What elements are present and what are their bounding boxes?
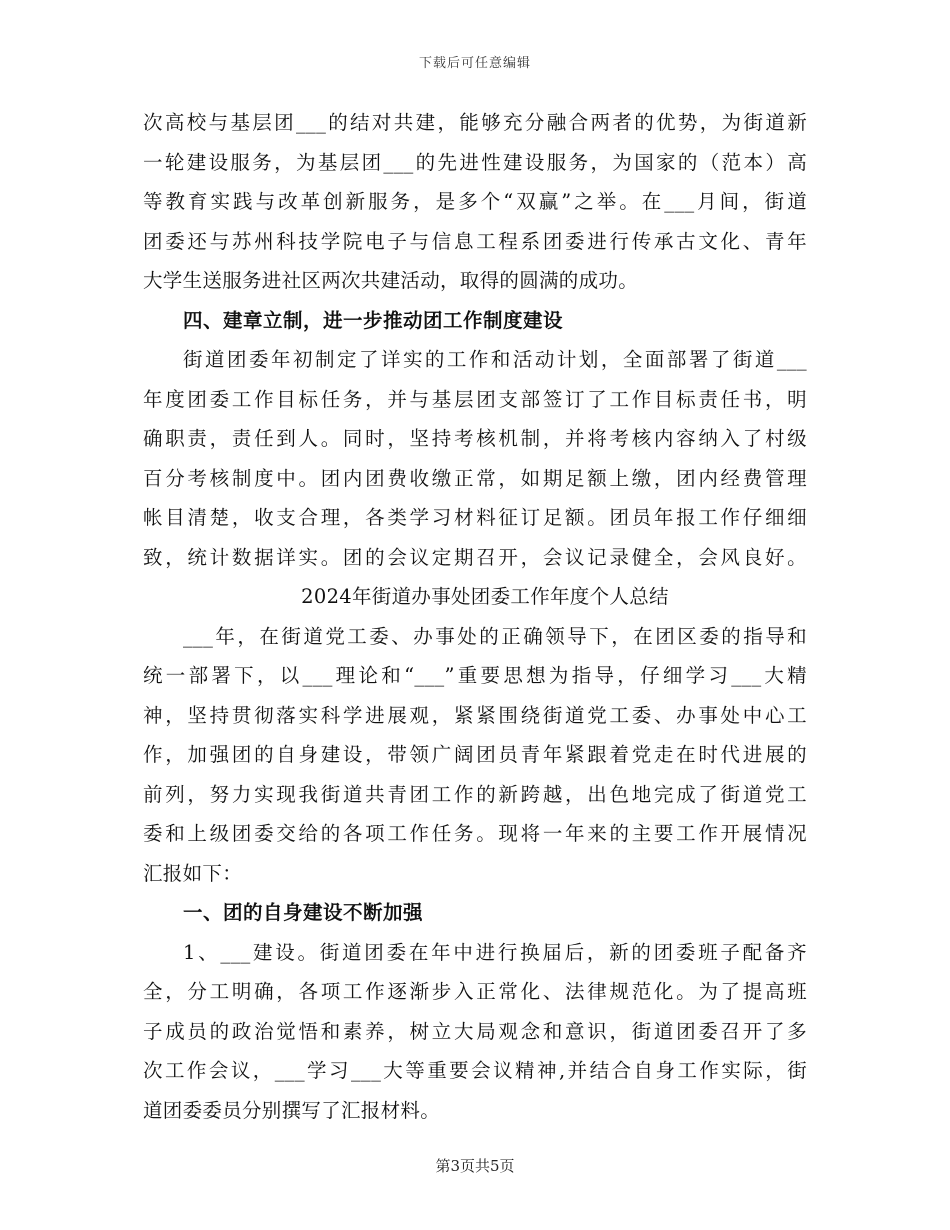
paragraph-line: 统一部署下，以___理论和“___”重要思想为指导，仔细学习___大精 <box>143 664 807 687</box>
paragraph-line: 子成员的政治觉悟和素养，树立大局观念和意识，街道团委召开了多 <box>143 1019 807 1043</box>
page-header-note: 下载后可任意编辑 <box>418 56 531 71</box>
section-heading: 四、建章立制，进一步推动团工作制度建设 <box>183 308 564 332</box>
paragraph-line: 全，分工明确，各项工作逐渐步入正常化、法律规范化。为了提高班 <box>143 980 807 1003</box>
paragraph-line: 汇报如下： <box>143 861 243 885</box>
paragraph-line: 次工作会议，___学习___大等重要会议精神,并结合自身工作实际，街 <box>143 1059 807 1082</box>
paragraph-line: 等教育实践与改革创新服务，是多个“双赢”之举。在___月间，街道 <box>143 190 807 213</box>
paragraph-line: 作，加强团的自身建设，带领广阔团员青年紧跟着党走在时代进展的 <box>143 743 807 766</box>
paragraph-line: 致，统计数据详实。团的会议定期召开，会议记录健全，会风良好。 <box>143 545 807 569</box>
paragraph-line: 确职责，责任到人。同时，坚持考核机制，并将考核内容纳入了村级 <box>143 427 807 450</box>
page-number-footer: 第3页共5页 <box>435 1157 515 1175</box>
paragraph-line: 一轮建设服务，为基层团___的先进性建设服务，为国家的（范本）高 <box>143 150 807 174</box>
paragraph-line: ___年，在街道党工委、办事处的正确领导下，在团区委的指导和 <box>183 624 807 648</box>
paragraph-line: 大学生送服务进社区两次共建活动，取得的圆满的成功。 <box>143 269 639 292</box>
paragraph-line: 道团委委员分别撰写了汇报材料。 <box>143 1098 441 1122</box>
document-body <box>143 103 807 1130</box>
paragraph-line: 街道团委年初制定了详实的工作和活动计划，全面部署了街道___ <box>183 348 807 371</box>
paragraph-line: 百分考核制度中。团内团费收缴正常，如期足额上缴，团内经费管理 <box>143 466 807 490</box>
paragraph-line: 团委还与苏州科技学院电子与信息工程系团委进行传承古文化、青年 <box>143 229 807 253</box>
section-heading: 一、团的自身建设不断加强 <box>183 901 424 924</box>
paragraph-line: 次高校与基层团___的结对共建，能够充分融合两者的优势，为街道新 <box>143 111 807 134</box>
paragraph-line: 神，坚持贯彻落实科学进展观，紧紧围绕街道党工委、办事处中心工 <box>143 703 807 727</box>
paragraph-line: 委和上级团委交给的各项工作任务。现将一年来的主要工作开展情况 <box>143 822 807 845</box>
document-title: 2024年街道办事处团委工作年度个人总结 <box>301 585 669 608</box>
paragraph-line: 帐目清楚，收支合理，各类学习材料征订足额。团员年报工作仔细细 <box>143 506 807 529</box>
paragraph-line: 年度团委工作目标任务，并与基层团支部签订了工作目标责任书，明 <box>143 387 807 411</box>
paragraph-line: 前列，努力实现我街道共青团工作的新跨越，出色地完成了街道党工 <box>143 782 807 806</box>
paragraph-line: 1、___建设。街道团委在年中进行换届后，新的团委班子配备齐 <box>183 940 807 964</box>
